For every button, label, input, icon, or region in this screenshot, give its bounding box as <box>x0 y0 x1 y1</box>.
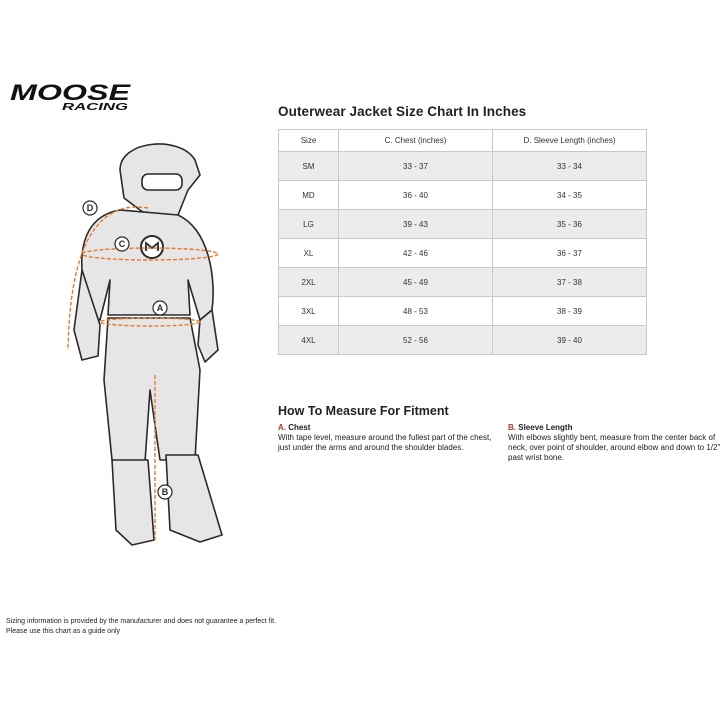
moose-racing-logo <box>8 80 132 112</box>
table-row <box>279 239 647 268</box>
chest-label: Chest <box>288 423 311 432</box>
chest-letter: A. <box>278 423 286 432</box>
torso-shape <box>82 210 213 320</box>
cell-sleeve: 38 - 39 <box>493 297 647 326</box>
rider-figure <box>60 130 250 560</box>
logo-sub-text: RACING <box>62 102 129 112</box>
cell-chest: 33 - 37 <box>339 152 493 181</box>
logo-main-text: MOOSE <box>10 80 132 105</box>
marker-a-label: A <box>156 303 164 313</box>
cell-chest: 39 - 43 <box>339 210 493 239</box>
table-header-row <box>279 130 647 152</box>
cell-chest: 45 - 49 <box>339 268 493 297</box>
column-header-size: Size <box>279 130 339 152</box>
chest-instruction-text: With tape level, measure around the fullest part of the chest, just under the arms and around the shoulder blades. <box>278 433 492 452</box>
sleeve-letter: B. <box>508 423 516 432</box>
sleeve-label: Sleeve Length <box>518 423 573 432</box>
table-row <box>279 268 647 297</box>
marker-c-label: C <box>118 239 126 249</box>
disclaimer <box>6 617 306 637</box>
measure-section-title: How To Measure For Fitment <box>278 404 449 418</box>
cell-chest: 36 - 40 <box>339 181 493 210</box>
sleeve-instruction-text: With elbows slightly bent, measure from the center back of neck, over point of shoulder, around elbow and down to 1/2" past wrist bone. <box>508 433 720 462</box>
cell-size: SM <box>279 152 339 181</box>
cell-sleeve: 36 - 37 <box>493 239 647 268</box>
pants-shape <box>104 318 200 462</box>
column-header-sleeve: D. Sleeve Length (inches) <box>493 130 647 152</box>
table-row <box>279 152 647 181</box>
size-chart-table <box>278 129 647 355</box>
chest-instruction <box>278 423 498 453</box>
cell-chest: 52 - 56 <box>339 326 493 355</box>
table-row <box>279 181 647 210</box>
cell-size: 2XL <box>279 268 339 297</box>
marker-d-label: D <box>86 203 94 213</box>
goggles-shape <box>142 174 182 190</box>
cell-size: XL <box>279 239 339 268</box>
cell-size: LG <box>279 210 339 239</box>
cell-chest: 42 - 46 <box>339 239 493 268</box>
column-header-chest: C. Chest (inches) <box>339 130 493 152</box>
cell-sleeve: 33 - 34 <box>493 152 647 181</box>
cell-sleeve: 37 - 38 <box>493 268 647 297</box>
marker-b-label: B <box>161 487 169 497</box>
cell-sleeve: 39 - 40 <box>493 326 647 355</box>
cell-size: 4XL <box>279 326 339 355</box>
chest-instruction-heading <box>278 423 498 433</box>
right-boot-shape <box>166 455 222 542</box>
cell-size: MD <box>279 181 339 210</box>
cell-sleeve: 34 - 35 <box>493 181 647 210</box>
size-chart-title: Outerwear Jacket Size Chart In Inches <box>278 104 527 119</box>
cell-sleeve: 35 - 36 <box>493 210 647 239</box>
sleeve-instruction <box>508 423 720 463</box>
table-row <box>279 297 647 326</box>
left-boot-shape <box>112 460 154 545</box>
table-row <box>279 326 647 355</box>
cell-size: 3XL <box>279 297 339 326</box>
cell-chest: 48 - 53 <box>339 297 493 326</box>
table-row <box>279 210 647 239</box>
disclaimer-line-2: Please use this chart as a guide only <box>6 628 121 635</box>
disclaimer-line-1: Sizing information is provided by the manufacturer and does not guarantee a perfect fit. <box>6 618 277 625</box>
sleeve-instruction-heading <box>508 423 720 433</box>
